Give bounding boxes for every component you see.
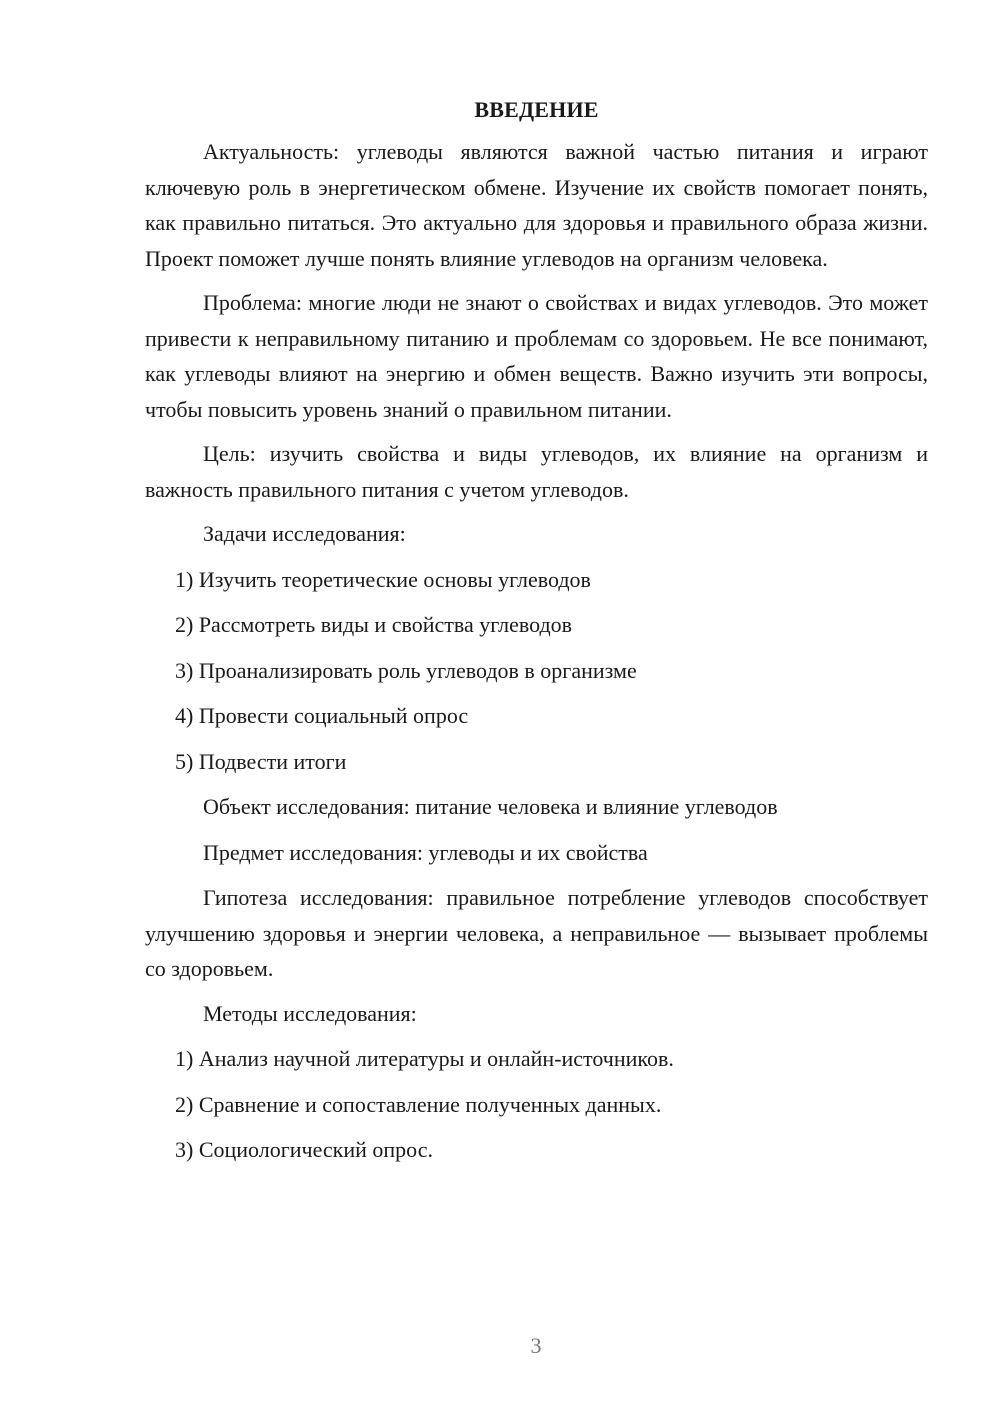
hypothesis-paragraph: Гипотеза исследования: правильное потребление углеводов способствует улучшению здоровья и энергии человека, а неправильное — вызывает проблемы со здоровьем. [145,885,928,981]
task-item: 3) Проанализировать роль углеводов в организме [175,657,637,683]
task-item: 1) Изучить теоретические основы углеводов [175,566,591,592]
problem-paragraph: Проблема: многие люди не знают о свойствах и видах углеводов. Это может привести к неправильному питанию и проблемам со здоровьем. Не все понимают, как углеводы влияют на энергию и обмен веществ. Важно изучить эти вопросы, чтобы повысить уровень знаний о правильном питании. [145,290,928,422]
task-item: 4) Провести социальный опрос [175,703,469,728]
relevance-paragraph: Актуальность: углеводы являются важной частью питания и играют ключевую роль в энергетическом обмене. Изучение их свойств помогает понять, как правильно питаться. Это актуально для здоровья и правильного образа жизни. Проект поможет лучше понять влияние углеводов на организм человека. [145,139,928,271]
object-line: Объект исследования: питание человека и влияние углеводов [203,794,778,819]
subject-line: Предмет исследования: углеводы и их свойства [203,839,648,865]
method-item: 3) Социологический опрос. [175,1137,433,1162]
method-item: 2) Сравнение и сопоставление полученных данных. [175,1091,662,1117]
task-item: 5) Подвести итоги [175,748,347,774]
document-page [145,92,928,1178]
method-item: 1) Анализ научной литературы и онлайн-источников. [175,1046,674,1071]
section-title: ВВЕДЕНИЕ [474,97,599,122]
goal-paragraph: Цель: изучить свойства и виды углеводов, их влияние на организм и важность правильного питания с учетом углеводов. [145,441,928,502]
task-item: 2) Рассмотреть виды и свойства углеводов [175,612,573,637]
methods-heading: Методы исследования: [203,1000,417,1026]
page-number: 3 [530,1333,542,1358]
tasks-heading: Задачи исследования: [203,521,406,546]
